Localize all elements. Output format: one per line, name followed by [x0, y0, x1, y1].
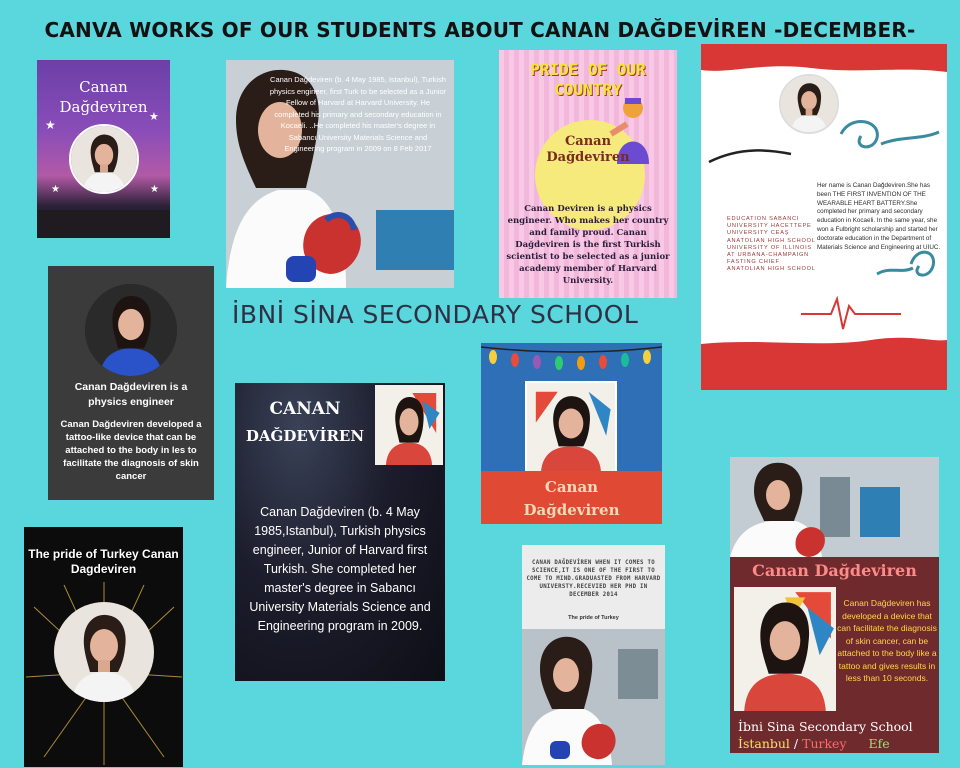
- portrait-photo: [69, 124, 139, 194]
- poster-card-8: [24, 527, 183, 767]
- scientist-photo: [522, 629, 665, 765]
- card6-name-line1: CANAN: [269, 399, 341, 419]
- poster-card-6: [235, 383, 445, 681]
- card7-name-line2: Dağdeviren: [523, 501, 620, 519]
- card4-bio: Her name is Canan Dağdeviren.She has been THE FIRST INVENTION OF THE WEARABLE HEART BATTERY.She completed her primary and secondary education in Kocaeli. In the same year, she won a Fulbright scholarship and started her doctorate education in the Department of Materials Science and Engineering at UIUC.: [817, 182, 941, 251]
- portrait-photo: [734, 587, 836, 711]
- star-icon: ★: [45, 118, 56, 132]
- card10-school: İbni Sina Secondary School: [738, 719, 913, 734]
- page-title: CANVA WORKS OF OUR STUDENTS ABOUT CANAN DAĞDEVİREN -DECEMBER-: [44, 18, 916, 42]
- star-icon: ★: [149, 111, 159, 123]
- card9-caption: The pride of Turkey: [568, 615, 619, 621]
- poster-card-4: [701, 44, 947, 390]
- card2-bio-text: Canan Dağdeviren (b. 4 May 1985, Istanbul), Turkish physics engineer, first Turk to be selected as a Junior Fellow of Harvard at Harvard University. He completed his primary and secondary education in Kocaeli. ..He completed his master's degree in Sabancı University Materials Science and Engineering program in 2009 on 8 Feb 2017: [269, 75, 447, 153]
- poster-card-2: [226, 60, 454, 288]
- poster-card-1: [37, 60, 170, 238]
- poster-card-5: [48, 266, 214, 500]
- card10-name: Canan Dağdeviren: [752, 561, 917, 580]
- card3-name-line2: Dağdeviren: [546, 150, 630, 165]
- portrait-photo: [779, 74, 839, 134]
- card3-body: Canan Deviren is a physics engineer. Who makes her country and family proud. Canan Dağdeviren is the first Turkish scientist to be selected as a junior academy member of Harvard University.: [506, 204, 670, 286]
- poster-card-7: [481, 343, 662, 524]
- portrait-photo: [85, 284, 177, 376]
- card5-headline: Canan Dağdeviren is a physics engineer: [74, 381, 188, 408]
- card1-name-line1: Canan: [79, 78, 128, 96]
- card10-signature-line: [738, 736, 938, 751]
- school-banner: İBNİ SİNA SECONDARY SCHOOL: [232, 300, 639, 329]
- portrait-photo: [54, 602, 154, 702]
- card9-text: CANAN DAĞDEVİREN WHEN IT COMES TO SCIENCE,IT IS ONE OF THE FIRST TO COME TO MIND.GRADUASTED FROM HARVARD UNIVERSTY.RECEVIED HER PHD IN DECEMBER 2014: [526, 560, 661, 598]
- star-icon: ★: [51, 184, 60, 195]
- card3-name-line1: Canan: [564, 134, 612, 149]
- card10-author: Efe: [868, 736, 890, 751]
- card10-body: Canan Dağdeviren has developed a device that can facilitate the diagnosis of skin cancer, can be attached to the body like a tattoo and gives results in less than 10 seconds.: [837, 598, 937, 683]
- card10-city: İstanbul: [738, 736, 790, 751]
- christmas-lights-decoration: [481, 343, 662, 371]
- poster-card-3: [499, 50, 677, 298]
- card6-body: Canan Dağdeviren (b. 4 May 1985,Istanbul), Turkish physics engineer, Junior of Harvard first Turkish. She completed her master's degree in Sabancı University Materials Science and Engineering program in 2009.: [249, 505, 431, 633]
- landscape-silhouette: [37, 210, 170, 238]
- card7-name-line1: Canan: [544, 478, 599, 496]
- card4-education-list: EDUCATION SABANCI UNIVERSITY HACETTEPE UNIVERSITY CEAŞ ANATOLIAN HIGH SCHOOL UNIVERSITY OF ILLINOIS AT URBANA-CHAMPAIGN FASTING CHIEF ANATOLIAN HIGH SCHOOL: [727, 216, 816, 273]
- portrait-photo: [525, 381, 617, 473]
- card1-name-line2: Dağdeviren: [59, 98, 148, 116]
- card6-name-line2: DAĞDEVİREN: [245, 427, 365, 445]
- card8-title: The pride of Turkey Canan Dagdeviren: [28, 547, 179, 576]
- card10-country: Turkey: [802, 736, 847, 751]
- poster-card-9: [522, 545, 665, 765]
- portrait-photo: [375, 385, 443, 465]
- card5-body: Canan Dağdeviren developed a tattoo-like device that can be attached to the body in les to facilitate the diagnosis of skin cancer: [60, 419, 202, 482]
- star-icon: ★: [150, 184, 159, 195]
- poster-card-10: [730, 457, 939, 753]
- card3-header: PRIDE OF OUR COUNTRY: [530, 60, 646, 99]
- card10-slash: /: [789, 736, 803, 751]
- scientist-photo: [730, 457, 939, 557]
